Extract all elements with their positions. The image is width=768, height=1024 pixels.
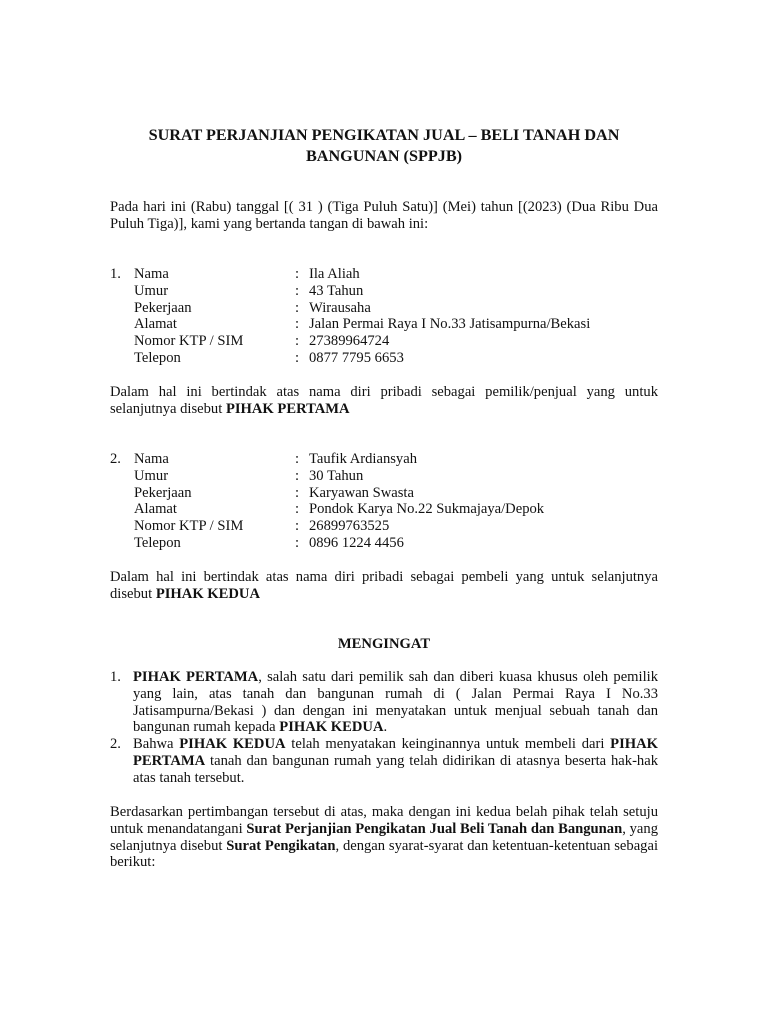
colon: :: [295, 467, 300, 484]
mengingat-item-1-text-1: , salah satu dari pemilik sah dan diberi kuasa khusus oleh pemilik yang lain, atas tanah dan bangunan rumah di ( Jalan Permai Raya I No.33 Jatisampurna/Bekasi ) dan dengan ini menyatakan untuk menjual sebuah tanah dan bangunan rumah kepada: [133, 669, 658, 736]
intro-paragraph: Pada hari ini (Rabu) tanggal [( 31 ) (Tiga Puluh Satu)] (Mei) tahun [(2023) (Dua Ribu Dua Puluh Tiga)], kami yang bertanda tangan di bawah ini:: [110, 199, 658, 232]
label-nama: Nama: [134, 266, 169, 282]
document-title: [100, 125, 668, 167]
party-2-umur: 30 Tahun: [309, 467, 364, 484]
party-2-alamat: Pondok Karya No.22 Sukmajaya/Depok: [309, 501, 545, 518]
party-2-row-ktp: [110, 518, 670, 535]
mengingat-item-2: [110, 736, 658, 786]
label-pekerjaan: Pekerjaan: [134, 484, 192, 501]
mengingat-item-1-number: 1.: [110, 669, 121, 685]
party-2-role: PIHAK KEDUA: [155, 585, 261, 602]
closing-text-1: Berdasarkan pertimbangan tersebut di atas, maka dengan ini kedua belah pihak telah setuju untuk menandatangani: [110, 804, 658, 837]
mengingat-item-2-text-1: Bahwa: [133, 736, 174, 753]
colon: :: [295, 316, 300, 333]
colon: :: [295, 333, 300, 350]
colon: :: [295, 518, 300, 535]
label-pekerjaan: Pekerjaan: [134, 299, 192, 316]
colon: :: [295, 484, 300, 501]
mengingat-item-1: [110, 669, 658, 736]
party-2-row-telepon: [110, 535, 670, 552]
party-2-description: [110, 569, 658, 603]
colon: :: [295, 266, 300, 282]
party-1-number: 1.: [110, 266, 121, 282]
label-umur: Umur: [134, 467, 169, 484]
party-1-row-pekerjaan: [110, 300, 670, 317]
party-1-details: [110, 266, 670, 367]
party-2-nama: Taufik Ardiansyah: [309, 451, 417, 467]
mengingat-item-2-number: 2.: [110, 736, 121, 753]
party-1-row-umur: [110, 283, 670, 300]
colon: :: [295, 282, 300, 299]
party-1-row-ktp: [110, 333, 670, 350]
closing-bold-2: Surat Pengikatan: [226, 837, 336, 854]
party-1-row-nama: [110, 266, 670, 283]
party-2-row-umur: [110, 468, 670, 485]
mengingat-item-1-text-2: .: [383, 719, 388, 736]
closing-paragraph: [110, 804, 658, 871]
party-1-row-telepon: [110, 350, 670, 367]
mengingat-item-2-bold-2: PIHAK PERTAMA: [133, 736, 658, 769]
closing-text-2: , yang selanjutnya disebut: [110, 820, 658, 854]
mengingat-item-2-bold-1: PIHAK KEDUA: [179, 736, 286, 753]
closing-bold-1: Surat Perjanjian Pengikatan Jual Beli Tanah dan Bangunan: [246, 820, 623, 837]
mengingat-item-1-bold-2: PIHAK KEDUA: [279, 719, 384, 736]
colon: :: [295, 534, 300, 551]
party-2-row-pekerjaan: [110, 485, 670, 502]
party-2-row-alamat: [110, 501, 670, 518]
party-1-pekerjaan: Wirausaha: [309, 299, 371, 316]
colon: :: [295, 349, 300, 366]
label-umur: Umur: [134, 282, 169, 299]
party-1-desc-text: Dalam hal ini bertindak atas nama diri pribadi sebagai pemilik/penjual yang untuk selanjutnya disebut: [110, 384, 658, 417]
mengingat-item-2-text-3: tanah dan bangunan rumah yang telah didirikan di atasnya beserta hak-hak atas tanah tersebut.: [133, 752, 658, 786]
mengingat-item-2-text-2: telah menyatakan keinginannya untuk membeli dari: [291, 736, 605, 753]
colon: :: [295, 299, 300, 316]
party-1-nama: Ila Aliah: [309, 266, 360, 282]
colon: :: [295, 501, 300, 518]
party-2-pekerjaan: Karyawan Swasta: [309, 484, 414, 501]
label-alamat: Alamat: [134, 501, 177, 518]
label-nama: Nama: [134, 451, 169, 467]
label-alamat: Alamat: [134, 316, 177, 333]
party-2-desc-text: Dalam hal ini bertindak atas nama diri pribadi sebagai pembeli yang untuk selanjutnya disebut: [110, 569, 658, 602]
party-2-row-nama: [110, 451, 670, 468]
party-1-umur: 43 Tahun: [309, 282, 364, 299]
party-2-number: 2.: [110, 451, 121, 467]
label-ktp: Nomor KTP / SIM: [134, 518, 244, 535]
mengingat-item-1-bold-1: PIHAK PERTAMA: [133, 669, 259, 685]
party-2-ktp: 26899763525: [309, 518, 390, 535]
title-line-2: BANGUNAN (SPPJB): [305, 147, 463, 165]
party-1-row-alamat: [110, 316, 670, 333]
party-2-telepon: 0896 1224 4456: [309, 534, 404, 551]
party-1-ktp: 27389964724: [309, 333, 390, 350]
colon: :: [295, 451, 300, 467]
party-1-role: PIHAK PERTAMA: [225, 400, 350, 417]
mengingat-heading: MENGINGAT: [337, 636, 431, 652]
label-ktp: Nomor KTP / SIM: [134, 333, 244, 350]
party-2-details: [110, 451, 670, 552]
label-telepon: Telepon: [134, 534, 181, 551]
party-1-telepon: 0877 7795 6653: [309, 349, 404, 366]
party-1-description: [110, 384, 658, 418]
label-telepon: Telepon: [134, 349, 181, 366]
party-1-alamat: Jalan Permai Raya I No.33 Jatisampurna/Bekasi: [309, 316, 591, 333]
title-line-1: SURAT PERJANJIAN PENGIKATAN JUAL – BELI TANAH DAN: [148, 126, 620, 144]
closing-text-3: , dengan syarat-syarat dan ketentuan-ketentuan sebagai berikut:: [110, 837, 659, 871]
mengingat-list: [110, 669, 658, 787]
